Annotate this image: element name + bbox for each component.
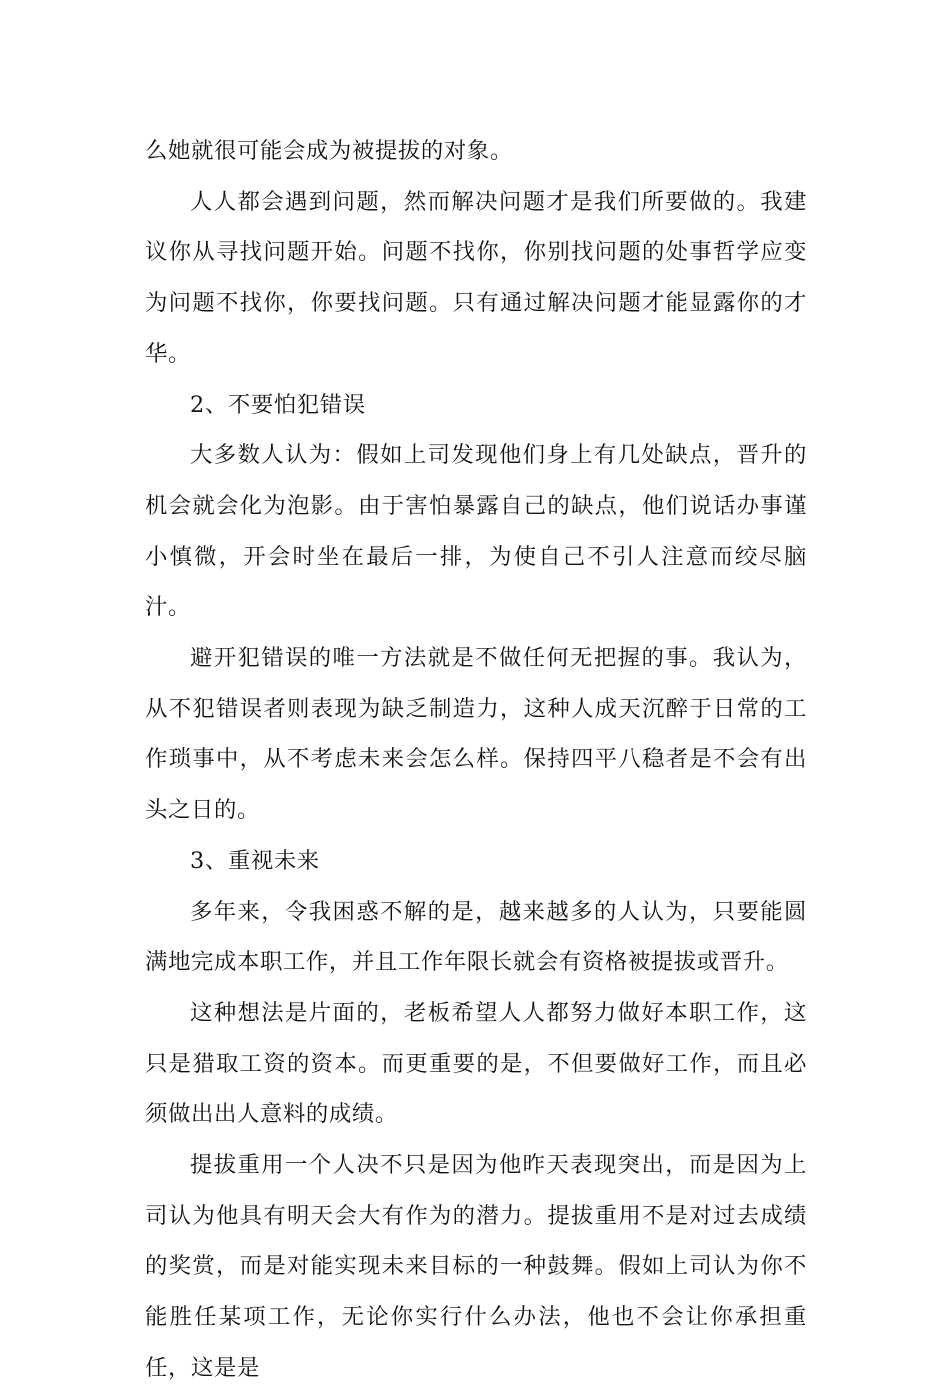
section-heading: 2、不要怕犯错误: [190, 391, 366, 418]
paragraph: 这种想法是片面的，老板希望人人都努力做好本职工作，这只是猎取工资的资本。而更重要的是，不但要做好工作，而且必须做出出人意料的成绩。: [145, 999, 807, 1128]
paragraph: 大多数人认为：假如上司发现他们身上有几处缺点，晋升的机会就会化为泡影。由于害怕暴露自己的缺点，他们说话办事谨小慎微，开会时坐在最后一排，为使自己不引人注意而绞尽脑汁。: [145, 442, 807, 621]
document-body: [145, 126, 807, 1394]
paragraph: 避开犯错误的唯一方法就是不做任何无把握的事。我认为，从不犯错误者则表现为缺乏制造力，这种人成天沉醉于日常的工作琐事中，从不考虑未来会怎么样。保持四平八稳者是不会有出头之日的。: [145, 645, 807, 824]
section-heading: 3、重视未来: [190, 847, 320, 874]
paragraph: 提拔重用一个人决不只是因为他昨天表现突出，而是因为上司认为他具有明天会大有作为的潜力。提拔重用不是对过去成绩的奖赏，而是对能实现未来目标的一种鼓舞。假如上司认为你不能胜任某项工作，无论你实行什么办法，他也不会让你承担重任，这是是: [145, 1152, 807, 1381]
paragraph-continuation: 么她就很可能会成为被提拔的对象。: [145, 138, 513, 164]
paragraph: 多年来，令我困惑不解的是，越来越多的人认为，只要能圆满地完成本职工作，并且工作年限长就会有资格被提拔或晋升。: [145, 898, 807, 976]
paragraph: 人人都会遇到问题，然而解决问题才是我们所要做的。我建议你从寻找问题开始。问题不找你，你别找问题的处事哲学应变为问题不找你，你要找问题。只有通过解决问题才能显露你的才华。: [145, 188, 807, 367]
